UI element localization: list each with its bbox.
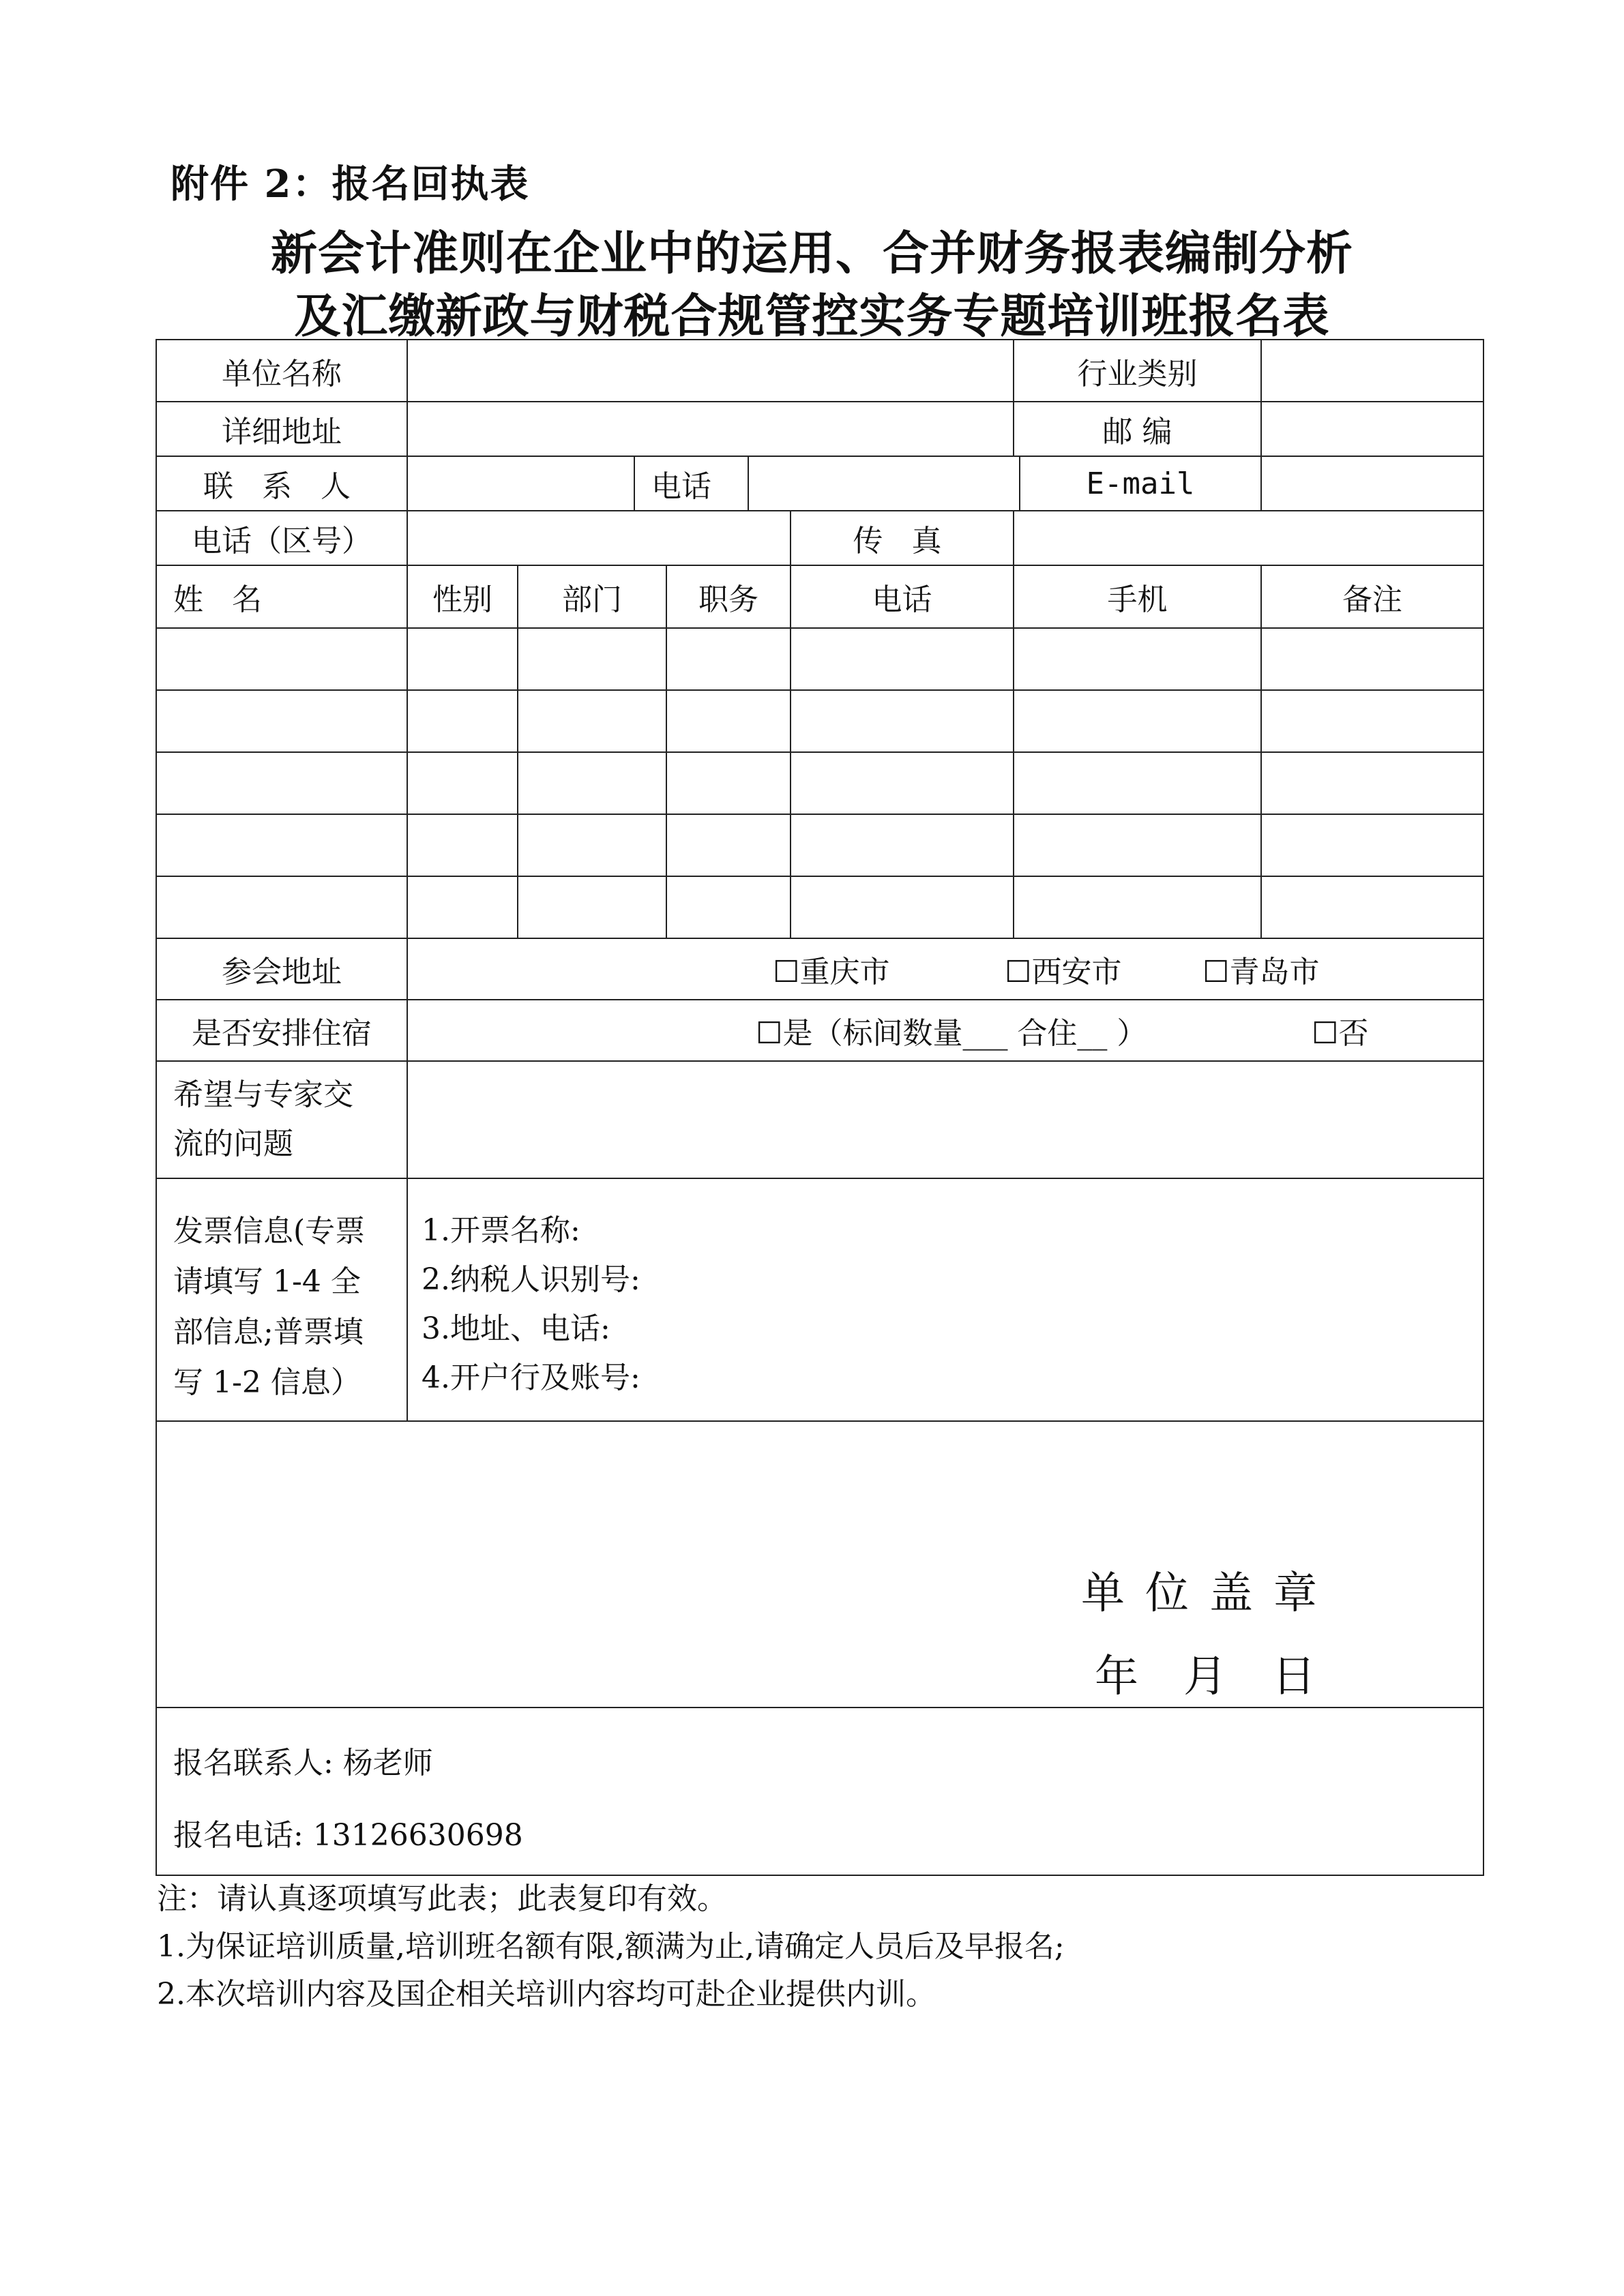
col-header-mobile: 手机 [1014, 565, 1261, 628]
attendee-dept-cell[interactable] [518, 628, 666, 690]
industry-label: 行业类别 [1014, 340, 1261, 402]
venue-label: 参会地址 [156, 938, 407, 1000]
address-field[interactable] [407, 402, 1014, 456]
attendee-name-cell[interactable] [156, 752, 407, 814]
attendee-remarks-cell[interactable] [1261, 628, 1483, 690]
attendee-remarks-cell[interactable] [1261, 876, 1483, 938]
unit-stamp-label: 单位盖章 [1081, 1568, 1338, 1619]
attendee-name-cell[interactable] [156, 628, 407, 690]
attendee-name-cell[interactable] [156, 876, 407, 938]
registration-form [156, 339, 1484, 1876]
table-row [156, 690, 1483, 752]
unit-name-label: 单位名称 [156, 340, 407, 402]
note-2: 2.本次培训内容及国企相关培训内容均可赴企业提供内训。 [157, 1977, 936, 2012]
phone-area-field[interactable] [407, 511, 791, 565]
table-row [156, 752, 1483, 814]
attendee-position-cell[interactable] [666, 628, 791, 690]
invoice-name-field[interactable]: 1.开票名称: [422, 1213, 580, 1248]
venue-options [407, 938, 1483, 1000]
attendee-gender-cell[interactable] [407, 628, 518, 690]
questions-label: 希望与专家交 流的问题 [156, 1061, 407, 1178]
attachment-label: 附件 2：报名回执表 [171, 162, 530, 207]
attendee-phone-cell[interactable] [791, 752, 1014, 814]
attendee-remarks-cell[interactable] [1261, 690, 1483, 752]
attendee-name-cell[interactable] [156, 814, 407, 876]
fax-label: 传 真 [791, 511, 1014, 565]
attendee-phone-cell[interactable] [791, 876, 1014, 938]
attendee-mobile-cell[interactable] [1014, 628, 1261, 690]
unit-name-field[interactable] [407, 340, 1014, 402]
col-header-name: 姓 名 [156, 565, 407, 628]
attendee-gender-cell[interactable] [407, 814, 518, 876]
col-header-position: 职务 [666, 565, 791, 628]
attendee-gender-cell[interactable] [407, 752, 518, 814]
industry-field[interactable] [1261, 340, 1483, 402]
attendee-mobile-cell[interactable] [1014, 876, 1261, 938]
attendee-mobile-cell[interactable] [1014, 690, 1261, 752]
venue-option-xian[interactable]: ☐西安市 [1005, 955, 1122, 989]
contact-person-label: 联 系 人 [156, 456, 407, 511]
lodging-label: 是否安排住宿 [156, 1000, 407, 1061]
attendee-mobile-cell[interactable] [1014, 752, 1261, 814]
contact-person-field[interactable] [408, 457, 634, 510]
table-row [156, 876, 1483, 938]
postcode-field[interactable] [1261, 402, 1483, 456]
invoice-fields[interactable] [407, 1178, 1483, 1421]
attendee-name-cell[interactable] [156, 690, 407, 752]
attendee-dept-cell[interactable] [518, 752, 666, 814]
attendee-position-cell[interactable] [666, 876, 791, 938]
invoice-address-phone-field[interactable]: 3.地址、电话: [422, 1311, 610, 1346]
attendee-position-cell[interactable] [666, 814, 791, 876]
registration-contact [156, 1708, 1483, 1875]
attendee-dept-cell[interactable] [518, 876, 666, 938]
col-header-department: 部门 [518, 565, 666, 628]
col-header-remarks: 备注 [1261, 565, 1483, 628]
lodging-options [407, 1000, 1483, 1061]
phone-field[interactable] [748, 457, 1020, 510]
registration-phone: 报名电话: 13126630698 [173, 1818, 523, 1853]
attendee-gender-cell[interactable] [407, 876, 518, 938]
attendee-gender-cell[interactable] [407, 690, 518, 752]
invoice-label: 发票信息(专票 请填写 1-4 全 部信息;普票填 写 1-2 信息） [156, 1178, 407, 1421]
note-1: 1.为保证培训质量,培训班名额有限,额满为止,请确定人员后及早报名; [157, 1929, 1065, 1964]
form-title-line-2: 及汇缴新政与财税合规管控实务专题培训班报名表 [294, 289, 1330, 344]
fax-field[interactable] [1014, 511, 1483, 565]
lodging-option-no[interactable]: ☐否 [1312, 1016, 1369, 1051]
attendee-position-cell[interactable] [666, 690, 791, 752]
lodging-option-yes[interactable]: ☐是（标间数量___ 合住__ ） [756, 1016, 1147, 1051]
table-row [156, 814, 1483, 876]
registration-contact-person: 报名联系人: 杨老师 [173, 1746, 433, 1780]
form-title-line-1: 新会计准则在企业中的运用、合并财务报表编制分析 [270, 226, 1353, 281]
attendee-remarks-cell[interactable] [1261, 752, 1483, 814]
invoice-taxid-field[interactable]: 2.纳税人识别号: [422, 1262, 640, 1297]
venue-option-chongqing[interactable]: ☐重庆市 [773, 955, 890, 989]
attendee-phone-cell[interactable] [791, 690, 1014, 752]
phone-area-label: 电话（区号） [156, 511, 407, 565]
questions-field[interactable] [407, 1061, 1483, 1178]
phone-label: 电话 [634, 457, 748, 510]
date-line: 年 月 日 [1095, 1652, 1316, 1702]
notes [157, 1875, 1065, 2018]
note-0: 注：请认真逐项填写此表；此表复印有效。 [157, 1881, 727, 1916]
attendee-mobile-cell[interactable] [1014, 814, 1261, 876]
postcode-label: 邮 编 [1014, 402, 1261, 456]
attendee-position-cell[interactable] [666, 752, 791, 814]
email-field[interactable] [1261, 456, 1483, 511]
email-label: E-mail [1086, 466, 1195, 501]
venue-option-qingdao[interactable]: ☐青岛市 [1202, 955, 1320, 989]
table-row [156, 628, 1483, 690]
attendee-remarks-cell[interactable] [1261, 814, 1483, 876]
address-label: 详细地址 [156, 402, 407, 456]
col-header-phone: 电话 [791, 565, 1014, 628]
attendee-phone-cell[interactable] [791, 814, 1014, 876]
attendee-dept-cell[interactable] [518, 814, 666, 876]
stamp-area [156, 1421, 1483, 1708]
invoice-bank-account-field[interactable]: 4.开户行及账号: [422, 1360, 640, 1395]
attendee-phone-cell[interactable] [791, 628, 1014, 690]
col-header-gender: 性别 [407, 565, 518, 628]
attendee-dept-cell[interactable] [518, 690, 666, 752]
